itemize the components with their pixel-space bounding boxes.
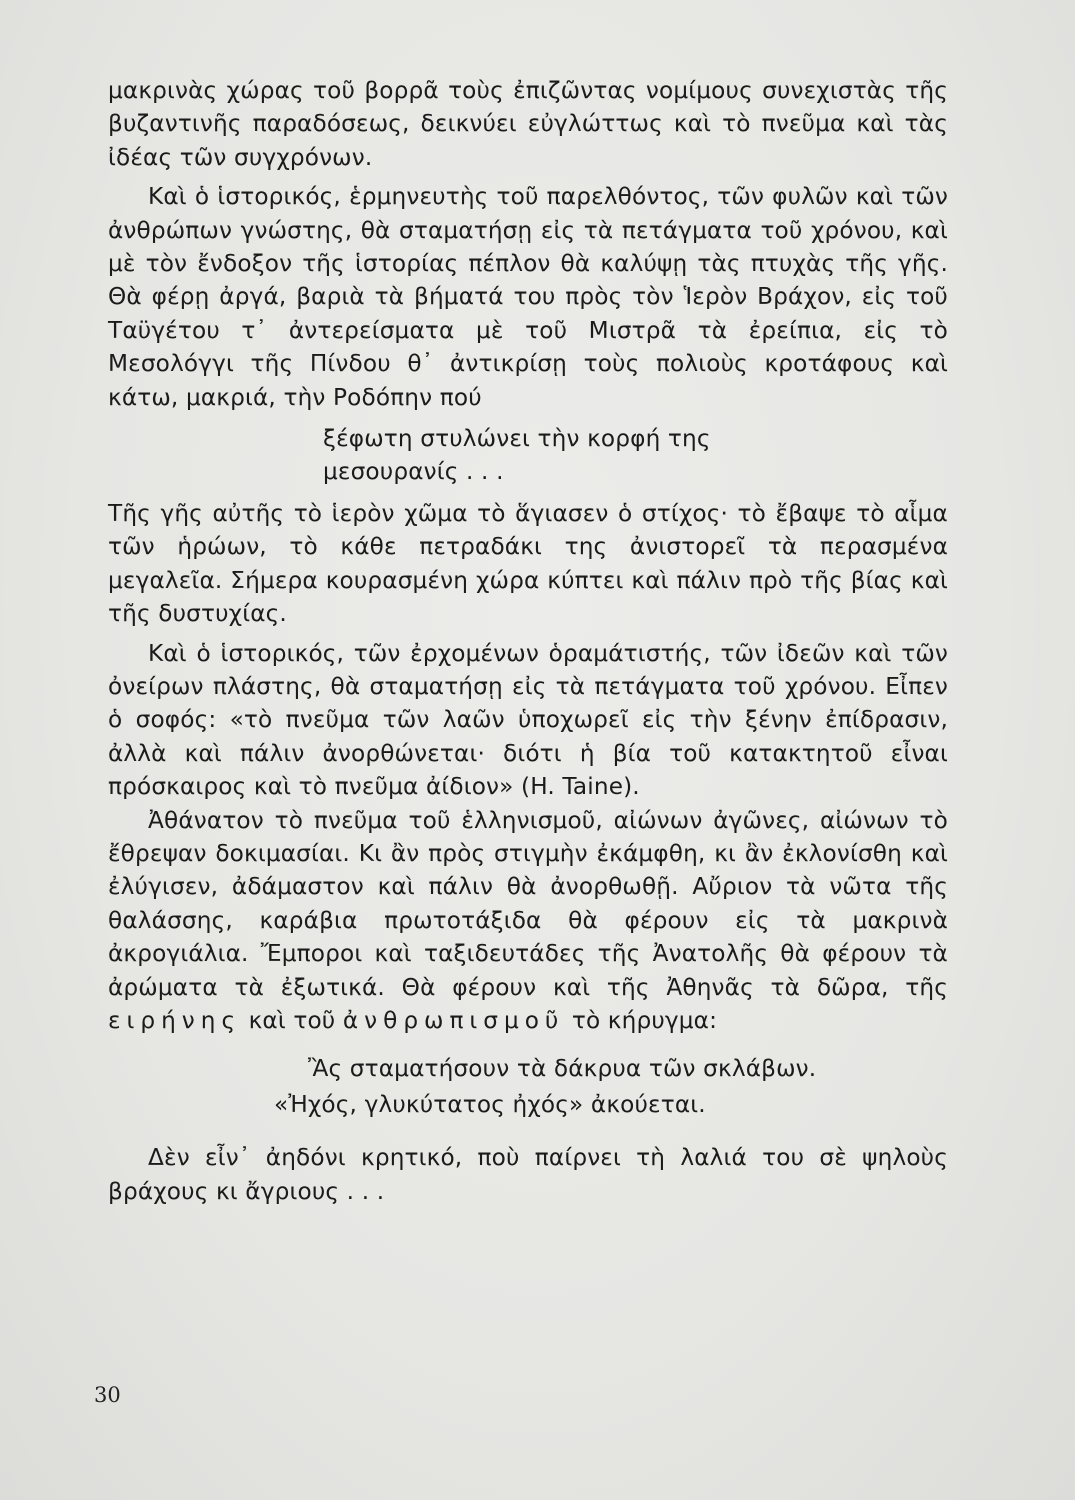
paragraph-5-text: Ἀθάνατον τὸ πνεῦμα τοῦ ἑλληνισμοῦ, αἰώνων ἀγῶνες, αἰώνων τὸ ἔθρεψαν δοκιμασίαι. Κι ἂν πρὸς στιγμὴν ἐκάμφθη, κι ἂν ἐκλονίσθη καὶ ἐλύγισεν, ἀδάμαστον καὶ πάλιν θὰ ἀνορθωθῇ. Αὔριον τὰ νῶτα τῆς θαλάσσης, καράβια πρωτοτάξιδα θὰ φέρουν εἰς τὰ μακρινὰ ἀκρογιάλια. Ἔμποροι καὶ ταξιδευτάδες τῆς Ἀνατολῆς θὰ φέρουν τὰ ἀρώματα τὰ ἐξωτικά. Θὰ φέρουν καὶ τῆς Ἀθηνᾶς τὰ δῶρα, τῆς — [108, 806, 948, 1001]
paragraph-5-text: τὸ κήρυγμα: — [564, 1006, 718, 1034]
verse-line: μεσουρανίς . . . — [323, 458, 504, 486]
paragraph-2: Καὶ ὁ ἱστορικός, ἑρμηνευτὴς τοῦ παρελθόντος, τῶν φυλῶν καὶ τῶν ἀνθρώπων γνώστης, θὰ σταματήσῃ εἰς τὰ πετάγματα τοῦ χρόνου, καὶ μὲ τὸν ἔνδοξον τῆς ἱστορίας πέπλον θὰ καλύψῃ τὰς πτυχὰς τῆς γῆς. Θὰ φέρῃ ἀργά, βαριὰ τὰ βήματά του πρὸς τὸν Ἱερὸν Βράχον, εἰς τοῦ Ταϋγέτου τ᾽ ἀντερείσματα μὲ τοῦ Μιστρᾶ τὰ ἐρείπια, εἰς τὸ Μεσολόγγι τῆς Πίνδου θ᾽ ἀντικρίσῃ τοὺς πολιοὺς κροτάφους καὶ κάτω, μακριά, τὴν Ροδόπην πού — [108, 183, 948, 411]
page-number: 30 — [94, 1383, 121, 1407]
paragraph-6: Δὲν εἶν᾽ ἀηδόνι κρητικό, ποὺ παίρνει τὴ λαλιά του σὲ ψηλοὺς βράχους κι ἄγριους . . . — [108, 1144, 948, 1205]
spaced-word-peace: ειρήνης — [108, 1006, 242, 1034]
paragraph-4: Καὶ ὁ ἱστορικός, τῶν ἐρχομένων ὁραμάτιστής, τῶν ἰδεῶν καὶ τῶν ὀνείρων πλάστης, θὰ σταματήσῃ εἰς τὰ πετάγματα τοῦ χρόνου. Εἶπεν ὁ σοφός: «τὸ πνεῦμα τῶν λαῶν ὑποχωρεῖ εἰς τὴν ξένην ἐπίδρασιν, ἀλλὰ καὶ πάλιν ἀνορθώνεται· διότι ἡ βία τοῦ κατακτητοῦ εἶναι πρόσκαιρος καὶ τὸ πνεῦμα ἀίδιον» (H. Taine). — [108, 639, 948, 801]
paragraph-3: Τῆς γῆς αὐτῆς τὸ ἱερὸν χῶμα τὸ ἅγιασεν ὁ στίχος· τὸ ἔβαψε τὸ αἷμα τῶν ἡρώων, τὸ κάθε πετραδάκι της ἀνιστορεῖ τὰ περασμένα μεγαλεῖα. Σήμερα κουρασμένη χώρα κύπτει καὶ πάλιν πρὸ τῆς βίας καὶ τῆς δυστυχίας. — [108, 499, 948, 628]
paragraph-1: μακρινὰς χώρας τοῦ βορρᾶ τοὺς ἐπιζῶντας νομίμους συνεχιστὰς τῆς βυζαντινῆς παραδόσεως, δεικνύει εὐγλώττως καὶ τὸ πνεῦμα καὶ τὰς ἰδέας τῶν συγχρόνων. — [108, 77, 948, 171]
spaced-word-humanism: ἀνθρωπισμοῦ — [342, 1006, 565, 1034]
verse-block-2 — [108, 1051, 948, 1123]
paragraph-5 — [108, 804, 948, 1038]
paragraph-5-text: καὶ τοῦ — [241, 1006, 343, 1034]
verse-block-1 — [108, 422, 948, 489]
verse-line: «Ἠχός, γλυκύτατος ἠχός» ἀκούεται. — [274, 1091, 706, 1119]
page-body — [108, 74, 948, 1208]
verse-line: Ἂς σταματήσουν τὰ δάκρυα τῶν σκλάβων. — [308, 1055, 817, 1083]
verse-line: ξέφωτη στυλώνει τὴν κορφή της — [323, 425, 711, 453]
